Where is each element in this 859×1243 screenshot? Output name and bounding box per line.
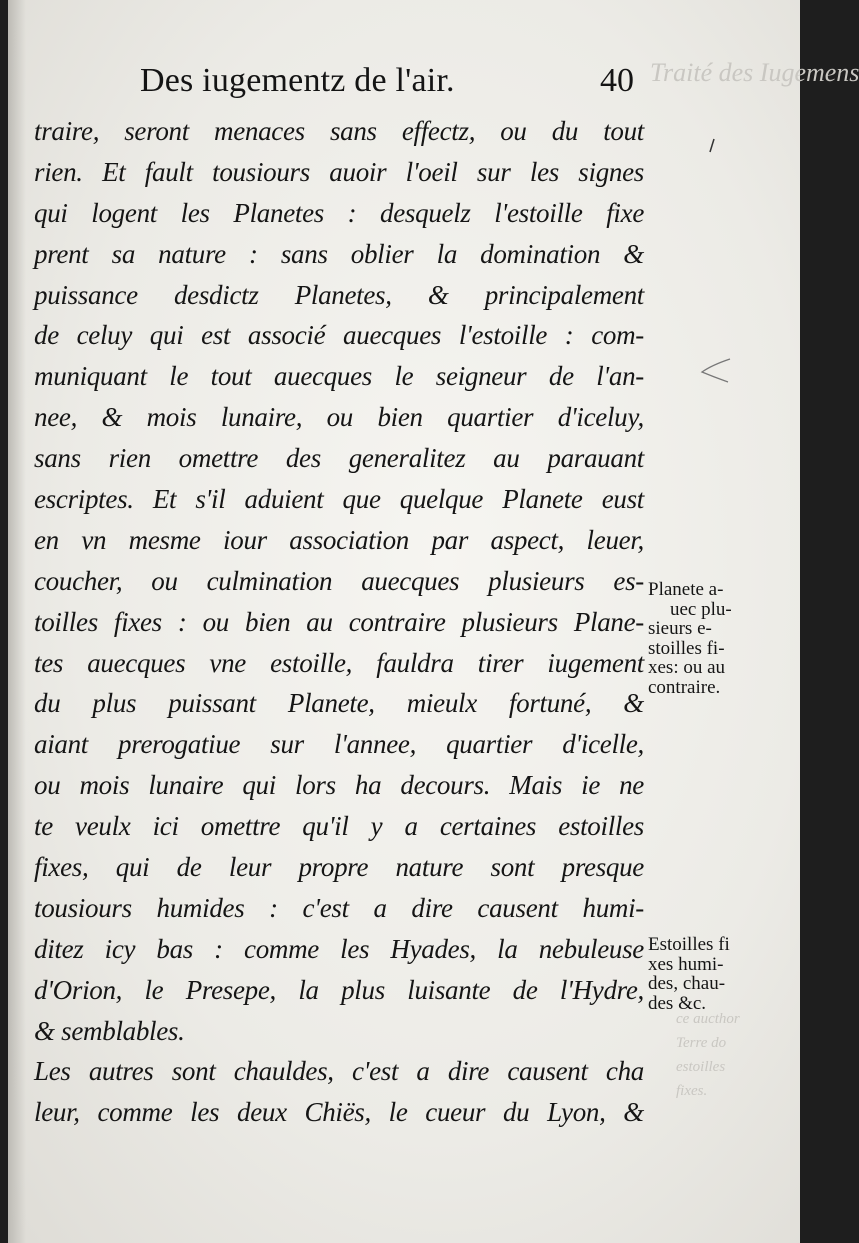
margin-note-line: contraire. bbox=[648, 676, 721, 698]
bleed-through-line-2: Terre do bbox=[676, 1035, 727, 1051]
body-line: rien. Et fault tousiours auoir l'oeil sur les signes bbox=[34, 156, 644, 187]
margin-note-line: des, chau- bbox=[648, 973, 726, 994]
pen-tick-mark-icon bbox=[708, 138, 716, 154]
body-line: & semblables. bbox=[34, 1015, 185, 1046]
running-header bbox=[8, 58, 859, 104]
body-line: du plus puissant Planete, mieulx fortuné, & bbox=[34, 688, 644, 719]
pen-check-mark-icon bbox=[698, 355, 732, 385]
body-line: ditez icy bas : comme les Hyades, la nebuleuse bbox=[34, 933, 644, 964]
margin-note-estoilles bbox=[648, 935, 730, 1013]
body-line: traire, seront menaces sans effectz, ou du tout bbox=[34, 116, 644, 146]
margin-note-planete bbox=[648, 580, 732, 697]
page-number: 40 bbox=[600, 62, 634, 99]
body-line: muniquant le tout auecques le seigneur de l'an- bbox=[34, 361, 644, 392]
margin-note-line: stoilles fi- bbox=[648, 637, 725, 659]
gutter-shadow bbox=[8, 0, 26, 1243]
margin-note-line: sieurs e- bbox=[648, 618, 712, 639]
margin-note-line: Planete a- bbox=[648, 579, 724, 600]
body-line: aiant prerogatiue sur l'annee, quartier d'icelle, bbox=[34, 729, 644, 760]
body-line: leur, comme les deux Chiës, le cueur du Lyon, & bbox=[34, 1097, 644, 1128]
body-line: te veulx ici omettre qu'il y a certaines estoilles bbox=[34, 811, 644, 842]
book-page bbox=[8, 0, 859, 1243]
body-line: escriptes. Et s'il aduient que quelque Planete eust bbox=[34, 484, 644, 515]
body-line: de celuy qui est associé auecques l'estoille : com- bbox=[34, 320, 644, 351]
margin-note-line: uec plu- bbox=[670, 598, 732, 620]
margin-note-line: xes: ou au bbox=[648, 657, 726, 678]
bleed-through-line-3: estoilles bbox=[676, 1059, 726, 1075]
body-line: tes auecques vne estoille, fauldra tirer iugement bbox=[34, 647, 644, 678]
bleed-through-line-1: ce aucthor bbox=[676, 1011, 740, 1027]
margin-note-line: des &c. bbox=[648, 992, 707, 1014]
margin-note-line: xes humi- bbox=[648, 953, 724, 975]
body-line: coucher, ou culmination auecques plusieurs es- bbox=[34, 565, 644, 596]
body-line: nee, & mois lunaire, ou bien quartier d'iceluy, bbox=[34, 402, 644, 433]
running-title: Des iugementz de l'air. bbox=[140, 62, 455, 99]
bleed-through-line-4: fixes. bbox=[676, 1083, 708, 1099]
body-line: toilles fixes : ou bien au contraire plusieurs Plane- bbox=[34, 606, 644, 637]
body-line: qui logent les Planetes : desquelz l'estoille fixe bbox=[34, 197, 644, 228]
body-line: Les autres sont chauldes, c'est a dire causent cha bbox=[34, 1056, 644, 1087]
body-line: en vn mesme iour association par aspect, leuer, bbox=[34, 524, 644, 555]
margin-note-line: Estoilles fi bbox=[648, 934, 730, 955]
body-line: sans rien omettre des generalitez au parauant bbox=[34, 443, 644, 474]
body-line: ou mois lunaire qui lors ha decours. Mais ie ne bbox=[34, 770, 644, 801]
body-line: fixes, qui de leur propre nature sont presque bbox=[34, 852, 644, 883]
body-line: puissance desdictz Planetes, & principalement bbox=[34, 279, 644, 310]
body-line: tousiours humides : c'est a dire causent humi- bbox=[34, 892, 644, 923]
body-line: prent sa nature : sans oblier la domination & bbox=[34, 238, 644, 269]
body-line: d'Orion, le Presepe, la plus luisante de l'Hydre, bbox=[34, 974, 644, 1005]
body-text bbox=[34, 111, 644, 1133]
bleed-through-title: Traité des Iugemens bbox=[650, 58, 859, 87]
